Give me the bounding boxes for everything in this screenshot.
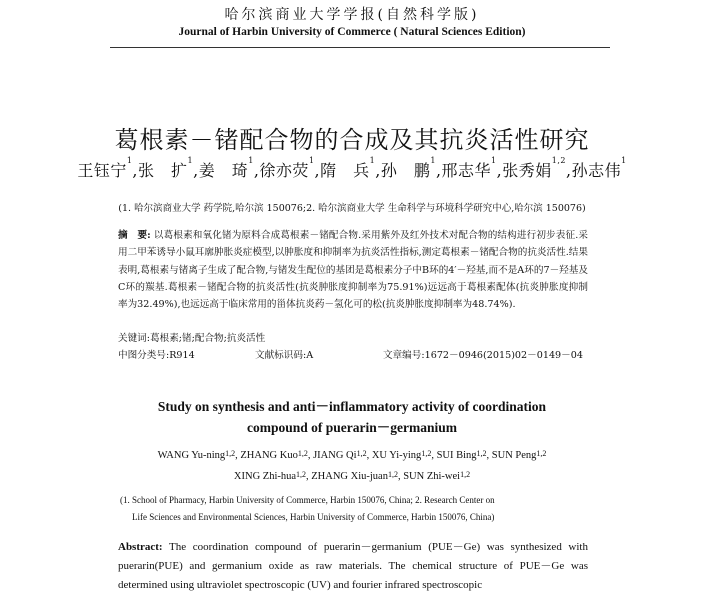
paper-title-cn: 葛根素－锗配合物的合成及其抗炎活性研究 (114, 126, 590, 154)
affiliation-en-line2: Life Sciences and Environmental Sciences, Harbin University of Commerce, Harbin 150076, China) (132, 512, 495, 522)
author-name: 张秀娟 (502, 161, 552, 180)
author-affiliation-mark: 1 (430, 156, 436, 165)
author-affiliation-mark: 1,2 (421, 449, 432, 458)
abstract-text-cn: 以葛根素和氧化锗为原料合成葛根素－锗配合物.采用紫外及红外技术对配合物的结构进行初步表征.采用二甲苯诱导小鼠耳廓肿胀炎症模型,以肿胀度和抑制率为抗炎活性指标,测定葛根素－锗配合物的抗炎活性.结果表明,葛根素与锗离子生成了配合物,与锗发生配位的基团是葛根素分子中B环的4′－羟基,而不是A环的7－羟基及C环的羰基.葛根素－锗配合物的抗炎活性(抗炎肿胀度抑制率为75.91%)远远高于葛根素配体(抗炎肿胀度抑制率为32.49%),也远远高于临床常用的甾体抗炎药－氢化可的松(抗炎肿胀度抑制率为48.74%). (118, 230, 588, 311)
author-affiliation-mark: 1,2 (356, 449, 367, 458)
abstract-text-en: The coordination compound of puerarin－germanium (PUE－Ge) was synthesized with puerarin(PUE) and germanium oxide as raw materials. The chemical structure of PUE－Ge was determined using ultraviolet spectroscopic (UV) and fourier infrared spectroscopic (118, 541, 588, 591)
abstract-cn (118, 227, 588, 313)
affiliation-en (120, 492, 600, 526)
author-name: ZHANG Kuo (240, 450, 298, 461)
author-list-cn: 王钰宁$^1$,张 扩$^1$,姜 琦$^1$,徐亦荧$^1$,隋 兵$^1$,孙 鹏$^1$,邢志华$^1$,张秀娟$^{1,2}$,孙志伟$^1$ (77, 156, 627, 180)
keywords-cn: 关键词:葛根素;锗;配合物;抗炎活性 (118, 333, 266, 344)
author-name: 张 扩 (138, 161, 188, 180)
author-affiliation-mark: 1,2 (536, 449, 547, 458)
paper-title-en-line1: Study on synthesis and anti－inflammatory activity of coordination (157, 399, 547, 414)
journal-title-cn: 哈尔滨商业大学学报(自然科学版) (224, 7, 480, 23)
abstract-en (118, 538, 588, 595)
author-affiliation-mark: 1,2 (476, 449, 487, 458)
abstract-label-cn: 摘 要: (118, 230, 151, 241)
author-affiliation-mark: 1 (308, 156, 315, 165)
author-list-en-line1: WANG Yu-ning$^{1,2}$, ZHANG Kuo$^{1,2}$, JIANG Qi$^{1,2}$, XU Yi-ying$^{1,2}$, SUI Bing$^{1,2}$, SUN Peng$^{1,2}$ (157, 449, 547, 461)
author-affiliation-mark: 1 (248, 156, 254, 165)
author-name: WANG Yu-ning (157, 450, 226, 461)
paper-title-en (0, 396, 704, 438)
author-affiliation-mark: 1 (187, 156, 194, 165)
author-list-en-line2: XING Zhi-hua$^{1,2}$, ZHANG Xiu-juan$^{1,2}$, SUN Zhi-wei$^{1,2}$ (233, 470, 471, 482)
affiliation-en-line1: (1. School of Pharmacy, Harbin University of Commerce, Harbin 150076, China; 2. Research Center on (120, 495, 495, 505)
author-name: JIANG Qi (313, 450, 357, 461)
paper-title-en-line2: compound of puerarin－germanium (246, 420, 457, 435)
header-rule (110, 47, 610, 48)
author-affiliation-mark: 1,2 (387, 470, 398, 479)
author-affiliation-mark: 1,2 (460, 470, 471, 479)
document-code: 文献标识码:A (255, 350, 314, 361)
author-affiliation-mark: 1,2 (551, 156, 566, 165)
author-affiliation-mark: 1 (621, 156, 627, 165)
abstract-label-en: Abstract: (118, 541, 163, 553)
affiliation-cn: (1. 哈尔滨商业大学 药学院,哈尔滨 150076;2. 哈尔滨商业大学 生命科学与环境科学研究中心,哈尔滨 150076) (118, 203, 586, 214)
author-name: ZHANG Xiu-juan (311, 471, 388, 482)
author-name: 孙志伟 (571, 161, 622, 180)
journal-title-en: Journal of Harbin University of Commerce ( Natural Sciences Edition) (178, 26, 526, 38)
author-name: XU Yi-ying (371, 450, 422, 461)
author-name: 徐亦荧 (259, 161, 309, 180)
author-name: 邢志华 (441, 161, 492, 180)
author-affiliation-mark: 1 (491, 156, 497, 165)
author-affiliation-mark: 1,2 (225, 449, 236, 458)
classification-number: 中图分类号:R914 (118, 350, 195, 361)
author-list-en (0, 445, 704, 487)
author-name: SUN Zhi-wei (403, 471, 461, 482)
author-name: 王钰宁 (77, 161, 127, 180)
author-name: 隋 兵 (320, 161, 370, 180)
author-affiliation-mark: 1 (369, 156, 376, 165)
author-affiliation-mark: 1,2 (297, 449, 308, 458)
author-name: 孙 鹏 (380, 161, 431, 180)
author-affiliation-mark: 1 (126, 156, 133, 165)
author-name: XING Zhi-hua (233, 471, 297, 482)
author-name: SUN Peng (491, 450, 537, 461)
author-name: SUI Bing (436, 450, 477, 461)
article-number: 文章编号:1672－0946(2015)02－0149－04 (383, 350, 583, 361)
author-name: 姜 琦 (198, 161, 249, 180)
author-affiliation-mark: 1,2 (296, 470, 307, 479)
